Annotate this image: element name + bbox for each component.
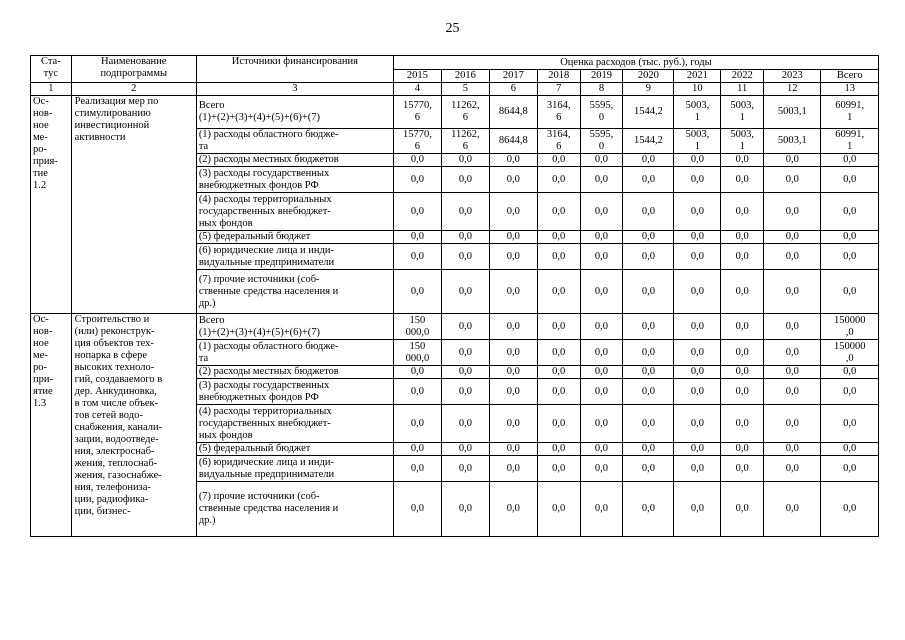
value-cell: 0,0 xyxy=(674,193,721,231)
value-cell: 0,0 xyxy=(721,154,764,167)
header-year: 2018 xyxy=(537,70,580,83)
value-cell: 0,0 xyxy=(537,231,580,244)
value-cell: 0,0 xyxy=(580,314,623,340)
value-cell: 0,0 xyxy=(623,244,674,270)
value-cell: 0,0 xyxy=(393,231,441,244)
value-cell: 0,0 xyxy=(393,154,441,167)
value-cell: 0,0 xyxy=(537,154,580,167)
value-cell: 0,0 xyxy=(489,231,537,244)
value-cell: 0,0 xyxy=(623,443,674,456)
value-cell: 0,0 xyxy=(489,443,537,456)
value-cell: 0,0 xyxy=(441,154,489,167)
value-cell: 11262, 6 xyxy=(441,129,489,154)
value-cell: 0,0 xyxy=(580,231,623,244)
value-cell: 0,0 xyxy=(674,231,721,244)
value-cell: 0,0 xyxy=(674,482,721,537)
value-cell: 0,0 xyxy=(393,482,441,537)
value-cell: 0,0 xyxy=(537,443,580,456)
value-cell: 0,0 xyxy=(764,482,821,537)
value-cell: 0,0 xyxy=(764,366,821,379)
value-cell: 0,0 xyxy=(441,340,489,366)
value-cell: 0,0 xyxy=(537,340,580,366)
value-cell: 0,0 xyxy=(537,405,580,443)
value-cell: 0,0 xyxy=(441,482,489,537)
value-cell: 0,0 xyxy=(821,456,879,482)
value-cell: 0,0 xyxy=(623,340,674,366)
value-cell: 5003, 1 xyxy=(721,129,764,154)
funding-source-cell: (1) расходы областного бюдже- та xyxy=(196,129,393,154)
value-cell: 0,0 xyxy=(674,167,721,193)
value-cell: 0,0 xyxy=(537,244,580,270)
value-cell: 0,0 xyxy=(393,379,441,405)
funding-source-cell: (4) расходы территориальных государственных внебюджет- ных фондов xyxy=(196,193,393,231)
value-cell: 15770, 6 xyxy=(393,96,441,129)
value-cell: 0,0 xyxy=(580,456,623,482)
header-name: Наименование подпрограммы xyxy=(71,56,196,83)
value-cell: 0,0 xyxy=(821,154,879,167)
value-cell: 0,0 xyxy=(441,366,489,379)
value-cell: 0,0 xyxy=(393,270,441,314)
value-cell: 0,0 xyxy=(764,270,821,314)
value-cell: 0,0 xyxy=(674,379,721,405)
value-cell: 60991, 1 xyxy=(821,129,879,154)
value-cell: 0,0 xyxy=(764,405,821,443)
header-year: Всего xyxy=(821,70,879,83)
value-cell: 0,0 xyxy=(821,405,879,443)
value-cell: 0,0 xyxy=(674,443,721,456)
value-cell: 0,0 xyxy=(441,231,489,244)
value-cell: 0,0 xyxy=(721,193,764,231)
funding-source-cell: (2) расходы местных бюджетов xyxy=(196,366,393,379)
value-cell: 0,0 xyxy=(721,443,764,456)
value-cell: 0,0 xyxy=(821,270,879,314)
table-row xyxy=(31,314,879,340)
value-cell: 60991, 1 xyxy=(821,96,879,129)
value-cell: 5003,1 xyxy=(764,129,821,154)
value-cell: 0,0 xyxy=(721,244,764,270)
value-cell: 0,0 xyxy=(821,443,879,456)
value-cell: 5595, 0 xyxy=(580,129,623,154)
header-column-number: 11 xyxy=(721,83,764,96)
value-cell: 8644,8 xyxy=(489,129,537,154)
value-cell: 0,0 xyxy=(580,366,623,379)
value-cell: 0,0 xyxy=(674,456,721,482)
value-cell: 0,0 xyxy=(580,379,623,405)
value-cell: 1544,2 xyxy=(623,96,674,129)
value-cell: 0,0 xyxy=(441,244,489,270)
header-sources: Источники финансирования xyxy=(196,56,393,83)
value-cell: 0,0 xyxy=(821,244,879,270)
funding-source-cell: (3) расходы государственных внебюджетных фондов РФ xyxy=(196,379,393,405)
value-cell: 0,0 xyxy=(441,456,489,482)
value-cell: 0,0 xyxy=(721,456,764,482)
value-cell: 0,0 xyxy=(489,154,537,167)
value-cell: 8644,8 xyxy=(489,96,537,129)
header-year: 2023 xyxy=(764,70,821,83)
table-row xyxy=(31,96,879,129)
value-cell: 0,0 xyxy=(623,167,674,193)
value-cell: 0,0 xyxy=(537,193,580,231)
page-number: 25 xyxy=(445,21,460,36)
value-cell: 0,0 xyxy=(721,314,764,340)
header-column-number: 4 xyxy=(393,83,441,96)
value-cell: 0,0 xyxy=(721,340,764,366)
value-cell: 0,0 xyxy=(489,167,537,193)
value-cell: 0,0 xyxy=(537,366,580,379)
value-cell: 5003, 1 xyxy=(674,96,721,129)
value-cell: 0,0 xyxy=(674,340,721,366)
header-column-number: 8 xyxy=(580,83,623,96)
value-cell: 150 000,0 xyxy=(393,314,441,340)
value-cell: 0,0 xyxy=(623,482,674,537)
value-cell: 150000 ,0 xyxy=(821,340,879,366)
value-cell: 0,0 xyxy=(764,443,821,456)
header-column-number: 13 xyxy=(821,83,879,96)
value-cell: 0,0 xyxy=(721,482,764,537)
value-cell: 0,0 xyxy=(623,456,674,482)
value-cell: 0,0 xyxy=(580,405,623,443)
value-cell: 0,0 xyxy=(580,443,623,456)
value-cell: 0,0 xyxy=(393,244,441,270)
value-cell: 5003,1 xyxy=(764,96,821,129)
value-cell: 0,0 xyxy=(764,314,821,340)
header-column-number: 10 xyxy=(674,83,721,96)
value-cell: 0,0 xyxy=(537,270,580,314)
value-cell: 150000 ,0 xyxy=(821,314,879,340)
value-cell: 0,0 xyxy=(674,314,721,340)
funding-source-cell: (4) расходы территориальных государственных внебюджет- ных фондов xyxy=(196,405,393,443)
value-cell: 0,0 xyxy=(623,405,674,443)
value-cell: 0,0 xyxy=(537,167,580,193)
header-column-number: 2 xyxy=(71,83,196,96)
value-cell: 0,0 xyxy=(764,154,821,167)
value-cell: 0,0 xyxy=(580,167,623,193)
value-cell: 5595, 0 xyxy=(580,96,623,129)
value-cell: 0,0 xyxy=(489,340,537,366)
funding-source-cell: Всего (1)+(2)+(3)+(4)+(5)+(6)+(7) xyxy=(196,314,393,340)
status-cell: Ос- нов- ное ме- ро- при- ятие 1.3 xyxy=(31,314,72,537)
value-cell: 0,0 xyxy=(821,379,879,405)
status-cell: Ос- нов- ное ме- ро- прия- тие 1.2 xyxy=(31,96,72,314)
value-cell: 0,0 xyxy=(764,167,821,193)
header-status: Ста- тус xyxy=(31,56,72,83)
header-year: 2022 xyxy=(721,70,764,83)
value-cell: 0,0 xyxy=(821,482,879,537)
value-cell: 11262, 6 xyxy=(441,96,489,129)
value-cell: 0,0 xyxy=(623,154,674,167)
value-cell: 0,0 xyxy=(393,193,441,231)
header-column-number: 3 xyxy=(196,83,393,96)
budget-table-body xyxy=(31,96,879,537)
header-year: 2015 xyxy=(393,70,441,83)
budget-table xyxy=(30,55,879,537)
value-cell: 0,0 xyxy=(821,231,879,244)
value-cell: 0,0 xyxy=(764,231,821,244)
header-column-number: 1 xyxy=(31,83,72,96)
funding-source-cell: (7) прочие источники (соб- ственные средства населения и др.) xyxy=(196,482,393,537)
header-year: 2021 xyxy=(674,70,721,83)
value-cell: 1544,2 xyxy=(623,129,674,154)
value-cell: 0,0 xyxy=(721,366,764,379)
subprogram-name-cell: Строительство и (или) реконструк- ция объектов тех- нопарка в сфере высоких техноло- гий, создаваемого в дер. Анкудиновка, в том числе объек- тов сетей водо- снабжения, канали- зации, водоотведе- ния, электроснаб- жения, теплоснаб- жения, газоснабже- ния, телефониза- ции, радиофика- ции, бизнес- xyxy=(71,314,196,537)
value-cell: 0,0 xyxy=(623,231,674,244)
value-cell: 0,0 xyxy=(537,314,580,340)
funding-source-cell: Всего (1)+(2)+(3)+(4)+(5)+(6)+(7) xyxy=(196,96,393,129)
header-column-number: 12 xyxy=(764,83,821,96)
value-cell: 0,0 xyxy=(764,193,821,231)
header-estimate: Оценка расходов (тыс. руб.), годы xyxy=(393,56,878,70)
value-cell: 0,0 xyxy=(764,340,821,366)
value-cell: 0,0 xyxy=(764,456,821,482)
value-cell: 0,0 xyxy=(393,366,441,379)
header-column-numbers-row xyxy=(31,83,879,96)
value-cell: 5003, 1 xyxy=(721,96,764,129)
value-cell: 0,0 xyxy=(623,270,674,314)
value-cell: 0,0 xyxy=(674,244,721,270)
value-cell: 0,0 xyxy=(674,366,721,379)
value-cell: 0,0 xyxy=(489,482,537,537)
value-cell: 0,0 xyxy=(489,193,537,231)
header-column-number: 5 xyxy=(441,83,489,96)
value-cell: 0,0 xyxy=(489,456,537,482)
value-cell: 0,0 xyxy=(623,314,674,340)
value-cell: 0,0 xyxy=(441,443,489,456)
header-year: 2020 xyxy=(623,70,674,83)
header-year: 2019 xyxy=(580,70,623,83)
value-cell: 0,0 xyxy=(721,379,764,405)
value-cell: 0,0 xyxy=(580,154,623,167)
value-cell: 0,0 xyxy=(821,167,879,193)
value-cell: 5003, 1 xyxy=(674,129,721,154)
funding-source-cell: (3) расходы государственных внебюджетных фондов РФ xyxy=(196,167,393,193)
value-cell: 0,0 xyxy=(489,270,537,314)
value-cell: 0,0 xyxy=(580,340,623,366)
value-cell: 0,0 xyxy=(580,270,623,314)
value-cell: 0,0 xyxy=(721,167,764,193)
value-cell: 0,0 xyxy=(674,154,721,167)
value-cell: 0,0 xyxy=(537,379,580,405)
value-cell: 0,0 xyxy=(441,167,489,193)
value-cell: 0,0 xyxy=(393,443,441,456)
funding-source-cell: (1) расходы областного бюдже- та xyxy=(196,340,393,366)
header-column-number: 6 xyxy=(489,83,537,96)
value-cell: 3164, 6 xyxy=(537,129,580,154)
value-cell: 0,0 xyxy=(441,379,489,405)
value-cell: 0,0 xyxy=(580,244,623,270)
value-cell: 0,0 xyxy=(489,379,537,405)
funding-source-cell: (2) расходы местных бюджетов xyxy=(196,154,393,167)
value-cell: 0,0 xyxy=(721,270,764,314)
value-cell: 150 000,0 xyxy=(393,340,441,366)
subprogram-name-cell: Реализация мер по стимулированию инвестиционной активности xyxy=(71,96,196,314)
value-cell: 0,0 xyxy=(441,270,489,314)
value-cell: 0,0 xyxy=(674,405,721,443)
funding-source-cell: (7) прочие источники (соб- ственные средства населения и др.) xyxy=(196,270,393,314)
value-cell: 0,0 xyxy=(821,193,879,231)
value-cell: 0,0 xyxy=(580,482,623,537)
funding-source-cell: (5) федеральный бюджет xyxy=(196,443,393,456)
value-cell: 0,0 xyxy=(537,456,580,482)
value-cell: 0,0 xyxy=(441,405,489,443)
header-column-number: 7 xyxy=(537,83,580,96)
value-cell: 0,0 xyxy=(623,366,674,379)
value-cell: 0,0 xyxy=(623,193,674,231)
header-column-number: 9 xyxy=(623,83,674,96)
value-cell: 0,0 xyxy=(441,314,489,340)
funding-source-cell: (5) федеральный бюджет xyxy=(196,231,393,244)
value-cell: 0,0 xyxy=(764,244,821,270)
funding-source-cell: (6) юридические лица и инди- видуальные предприниматели xyxy=(196,244,393,270)
value-cell: 0,0 xyxy=(393,167,441,193)
value-cell: 0,0 xyxy=(721,405,764,443)
value-cell: 0,0 xyxy=(537,482,580,537)
header-year: 2017 xyxy=(489,70,537,83)
value-cell: 0,0 xyxy=(674,270,721,314)
value-cell: 0,0 xyxy=(580,193,623,231)
value-cell: 0,0 xyxy=(393,456,441,482)
value-cell: 0,0 xyxy=(441,193,489,231)
value-cell: 0,0 xyxy=(489,244,537,270)
value-cell: 0,0 xyxy=(764,379,821,405)
value-cell: 0,0 xyxy=(721,231,764,244)
header-year: 2016 xyxy=(441,70,489,83)
value-cell: 0,0 xyxy=(489,366,537,379)
value-cell: 15770, 6 xyxy=(393,129,441,154)
value-cell: 0,0 xyxy=(821,366,879,379)
value-cell: 0,0 xyxy=(489,314,537,340)
value-cell: 3164, 6 xyxy=(537,96,580,129)
value-cell: 0,0 xyxy=(393,405,441,443)
value-cell: 0,0 xyxy=(623,379,674,405)
funding-source-cell: (6) юридические лица и инди- видуальные предприниматели xyxy=(196,456,393,482)
value-cell: 0,0 xyxy=(489,405,537,443)
